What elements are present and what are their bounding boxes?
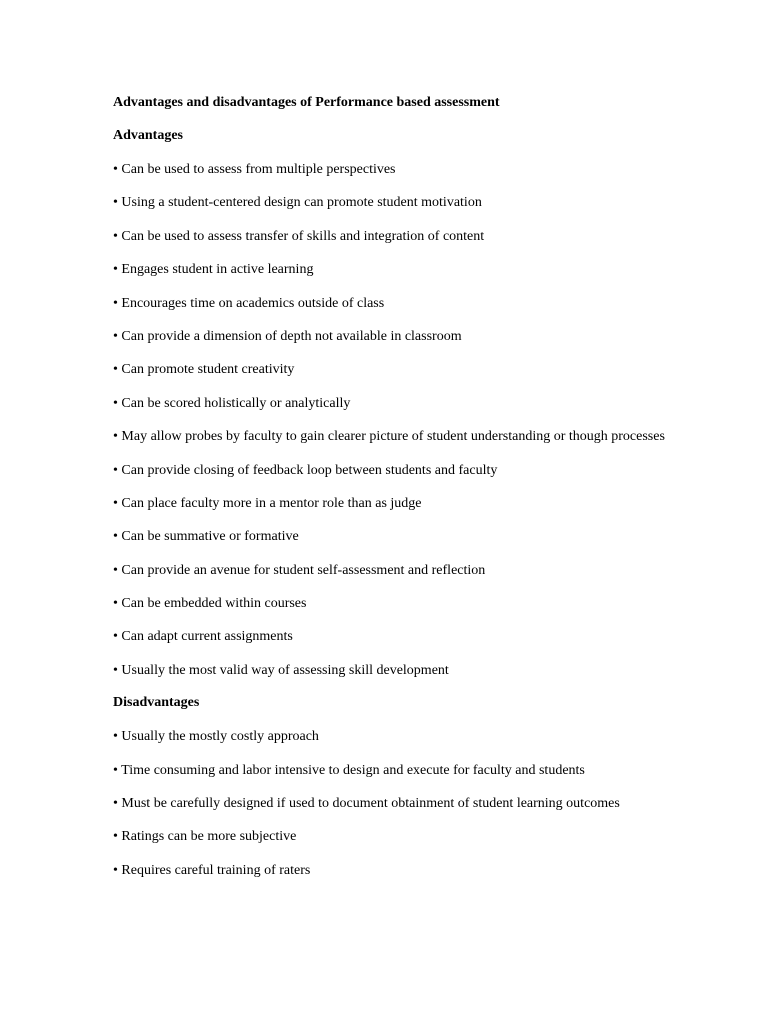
disadvantages-list [113,726,678,881]
list-item: • Can be used to assess from multiple perspectives [113,162,396,177]
list-item: • Engages student in active learning [113,262,314,278]
list-item: • Ratings can be more subjective [113,829,297,845]
advantages-heading: Advantages [113,128,184,143]
disadvantages-heading: Disadvantages [113,695,200,711]
list-item: • Encourages time on academics outside of class [113,295,385,311]
list-item: • Must be carefully designed if used to document obtainment of student learning outcomes [113,796,620,812]
list-item: • Usually the most valid way of assessing skill development [113,662,449,678]
list-item: • Time consuming and labor intensive to design and execute for faculty and students [113,762,585,778]
list-item: • Requires careful training of raters [113,862,311,878]
list-item: • Can be used to assess transfer of skills and integration of content [113,228,485,244]
list-item: • Can be summative or formative [113,529,299,545]
list-item: • Can provide an avenue for student self-assessment and reflection [113,562,486,578]
advantages-list [113,159,678,681]
list-item: • Can promote student creativity [113,362,295,378]
list-item: • Can be scored holistically or analytically [113,395,351,411]
list-item: • Can place faculty more in a mentor role than as judge [113,495,422,511]
list-item: • Can provide a dimension of depth not available in classroom [113,328,462,344]
list-item: • Can adapt current assignments [113,629,293,645]
list-item: • May allow probes by faculty to gain clearer picture of student understanding or though processes [113,429,665,445]
list-item: • Usually the mostly costly approach [113,729,319,745]
list-item: • Using a student-centered design can promote student motivation [113,195,482,211]
list-item: • Can be embedded within courses [113,596,307,612]
document-title: Advantages and disadvantages of Performance based assessment [113,95,500,110]
list-item: • Can provide closing of feedback loop between students and faculty [113,462,498,478]
